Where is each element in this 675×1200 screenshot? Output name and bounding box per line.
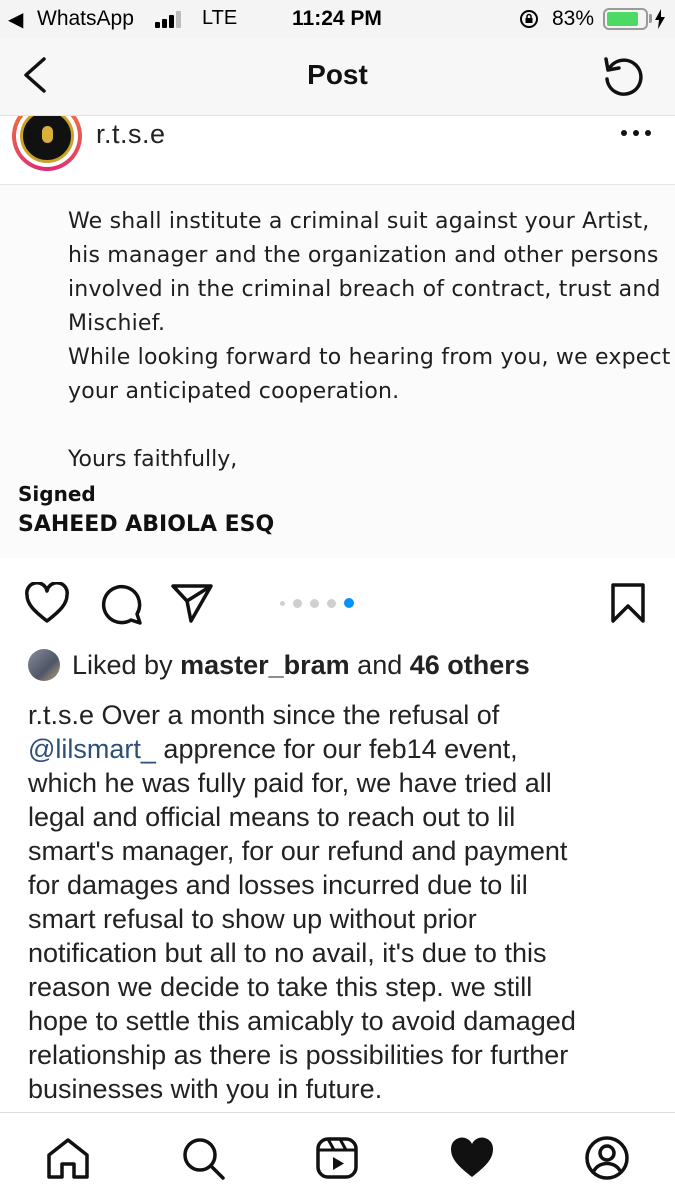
clock: 11:24 PM xyxy=(292,7,382,30)
orientation-lock-icon xyxy=(519,9,539,29)
like-heart-icon[interactable] xyxy=(24,582,70,624)
carousel-dot xyxy=(327,599,336,608)
search-icon[interactable] xyxy=(180,1135,226,1181)
bottom-tab-bar xyxy=(0,1112,675,1200)
home-icon[interactable] xyxy=(45,1135,91,1181)
likes-prefix: Liked by xyxy=(72,650,181,680)
network-type: LTE xyxy=(202,7,238,29)
caption-username[interactable]: r.t.s.e xyxy=(28,700,95,730)
activity-heart-icon[interactable] xyxy=(449,1135,495,1181)
battery-percent: 83% xyxy=(552,7,595,30)
liker-username[interactable]: master_bram xyxy=(180,650,350,680)
battery-fill xyxy=(607,12,638,26)
caption-line: relationship as there is possibilities for further xyxy=(28,1040,569,1070)
reels-icon[interactable] xyxy=(314,1135,360,1181)
carousel-dot xyxy=(293,599,302,608)
comment-bubble-icon[interactable] xyxy=(99,582,143,626)
caption-line: for damages and losses incurred due to lil xyxy=(28,870,528,900)
letter-line: involved in the criminal breach of contract, trust and xyxy=(68,277,661,302)
carousel-dot xyxy=(310,599,319,608)
likes-middle: and xyxy=(349,650,410,680)
back-to-app-label[interactable]: WhatsApp xyxy=(37,7,134,30)
post-caption xyxy=(28,698,658,1106)
carousel-dot-active xyxy=(344,598,354,608)
action-bar xyxy=(0,558,675,642)
letter-line: While looking forward to hearing from you, we expect xyxy=(68,345,671,370)
letter-line: his manager and the organization and other persons xyxy=(68,243,659,268)
letter-body xyxy=(68,205,671,409)
caption-mention[interactable]: @lilsmart_ xyxy=(28,734,156,764)
caption-text: Over a month since the refusal of xyxy=(94,700,500,730)
avatar[interactable] xyxy=(12,116,82,171)
save-bookmark-icon[interactable] xyxy=(609,582,647,624)
post-image[interactable] xyxy=(0,184,675,558)
letter-closing: Yours faithfully, xyxy=(68,447,238,472)
profile-icon[interactable] xyxy=(584,1135,630,1181)
likes-others-count[interactable]: 46 others xyxy=(409,650,530,680)
caption-line xyxy=(28,732,658,766)
letter-signatory: SAHEED ABIOLA ESQ xyxy=(18,512,275,537)
caption-line: reason we decide to take this step. we still xyxy=(28,972,533,1002)
status-bar xyxy=(0,0,675,38)
caption-line: legal and official means to reach out to lil xyxy=(28,802,516,832)
caption-line: smart refusal to show up without prior xyxy=(28,904,477,934)
caption-line: hope to settle this amicably to avoid damaged xyxy=(28,1006,576,1036)
carousel-dot xyxy=(280,601,285,606)
nav-header xyxy=(0,38,675,116)
caption-text: apprence for our feb14 event, xyxy=(155,734,518,764)
caption-line xyxy=(28,698,658,732)
letter-line: your anticipated cooperation. xyxy=(68,379,400,404)
letter-signed-label: Signed xyxy=(18,482,96,506)
battery-icon xyxy=(603,8,648,30)
page-title: Post xyxy=(307,59,368,90)
post-header xyxy=(0,116,675,184)
post-username[interactable]: r.t.s.e xyxy=(96,119,166,149)
back-to-app-icon[interactable]: ◀ xyxy=(8,9,24,31)
caption-line: notification but all to no avail, it's due to this xyxy=(28,938,547,968)
likes-text[interactable] xyxy=(72,650,530,681)
letter-line: We shall institute a criminal suit against your Artist, xyxy=(68,209,650,234)
battery-cap xyxy=(649,14,652,23)
more-options-icon[interactable] xyxy=(621,130,651,138)
charging-bolt-icon xyxy=(654,9,666,29)
liker-avatar[interactable] xyxy=(28,649,60,681)
letter-line: Mischief. xyxy=(68,311,166,336)
caption-line: which he was fully paid for, we have tried all xyxy=(28,768,552,798)
carousel-dots xyxy=(280,597,370,609)
signal-icon xyxy=(155,11,185,28)
share-paper-plane-icon[interactable] xyxy=(170,582,214,624)
refresh-icon[interactable] xyxy=(600,55,646,99)
caption-line: businesses with you in future. xyxy=(28,1074,383,1104)
likes-row xyxy=(0,644,675,686)
caption-line: smart's manager, for our refund and payment xyxy=(28,836,568,866)
